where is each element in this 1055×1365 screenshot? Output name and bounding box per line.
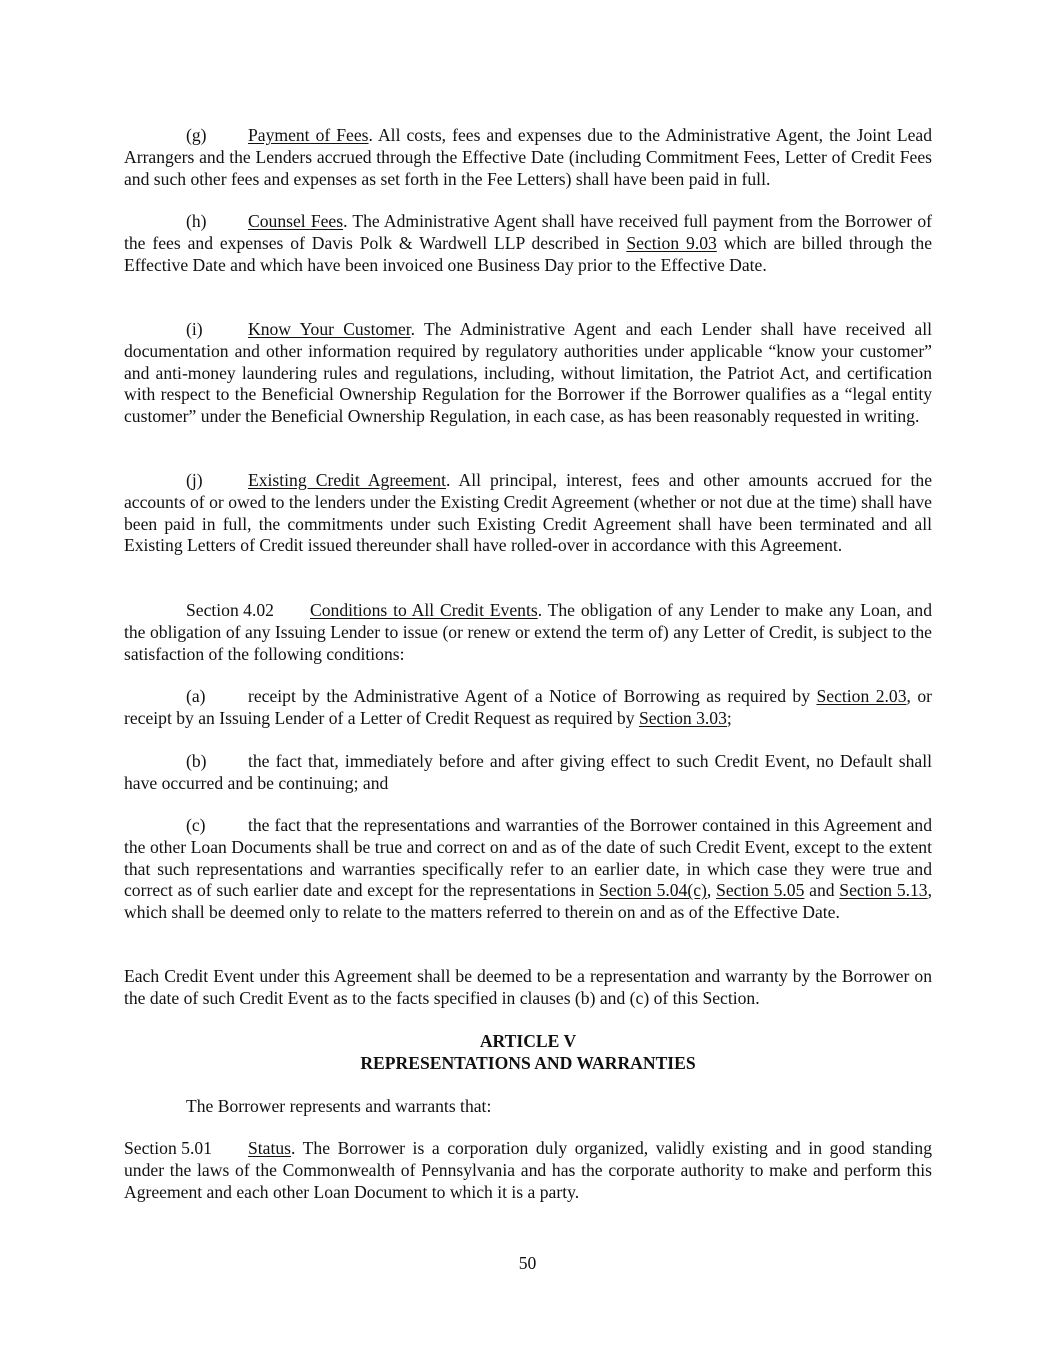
credit-event-paragraph: Each Credit Event under this Agreement shall be deemed to be a representation and warranty by the Borrower on the date of such Credit Event as to the facts specified in clauses (b) and (c) of this Section. <box>124 966 932 1008</box>
clause-a-label: (a) <box>186 686 206 706</box>
article-title: REPRESENTATIONS AND WARRANTIES <box>360 1053 696 1073</box>
clause-a-text-3: ; <box>726 707 732 728</box>
intro-paragraph: The Borrower represents and warrants that: <box>186 1096 492 1116</box>
clause-j-label: (j) <box>186 470 203 490</box>
clause-h-text-1: . The Administrative Agent shall have received full payment from the Borrower of the fees and expenses of Davis Polk & Wardwell LLP described in <box>124 211 932 253</box>
clause-h-text-2: which are billed through the Effective Date and which have been invoiced one Business Day prior to the Effective Date. <box>124 232 932 275</box>
clause-a <box>124 686 932 730</box>
clause-h-section-ref: Section 9.03 <box>626 232 717 253</box>
clause-b-text: the fact that, immediately before and after giving effect to such Credit Event, no Default shall have occurred and be continuing; and <box>124 751 932 793</box>
clause-c <box>124 815 932 924</box>
clause-i-label: (i) <box>186 319 203 339</box>
clause-h <box>124 211 932 276</box>
article-number: ARTICLE V <box>479 1031 577 1051</box>
section-5-01 <box>124 1138 932 1203</box>
page-number: 50 <box>518 1253 537 1273</box>
clause-a-section-ref-1: Section 2.03 <box>816 686 907 706</box>
clause-c-section-ref-3: Section 5.13 <box>839 880 928 901</box>
section-4-02-number: Section 4.02 <box>186 600 274 620</box>
section-4-02-text: . The obligation of any Lender to make any Loan, and the obligation of any Issuing Lender to issue (or renew or extend the term of) any Letter of Credit, is subject to the satisfaction of the following conditions: <box>124 600 933 664</box>
clause-c-section-ref-2: Section 5.05 <box>716 880 805 901</box>
clause-i <box>124 319 932 428</box>
section-4-02 <box>124 600 932 665</box>
section-4-02-title: Conditions to All Credit Events <box>310 600 538 620</box>
clause-a-section-ref-2: Section 3.03 <box>638 707 727 728</box>
section-5-01-title: Status <box>248 1138 292 1158</box>
clause-c-text-2: , <box>706 880 717 901</box>
clause-a-text-1: receipt by the Administrative Agent of a Notice of Borrowing as required by <box>248 686 817 706</box>
clause-c-label: (c) <box>186 815 206 835</box>
clause-g-text: . All costs, fees and expenses due to the Administrative Agent, the Joint Lead Arrangers and the Lenders accrued through the Effective Date (including Commitment Fees, Letter of Credit Fees and such other fees and expenses as set forth in the Fee Letters) shall have been paid in full. <box>124 125 932 189</box>
clause-g-title: Payment of Fees <box>248 125 369 145</box>
clause-j <box>124 470 932 557</box>
clause-j-title: Existing Credit Agreement <box>248 470 446 490</box>
section-5-01-text: . The Borrower is a corporation duly organized, validly existing and in good standing under the laws of the Commonwealth of Pennsylvania and has the corporate authority to make and perform this Agreement and each other Loan Document to which it is a party. <box>124 1138 932 1202</box>
clause-b <box>124 751 932 795</box>
clause-h-label: (h) <box>186 211 207 231</box>
clause-i-text: . The Administrative Agent and each Lender shall have received all documentation and other information required by regulatory authorities under applicable “know your customer” and anti-money laundering rules and regulations, including, without limitation, the Patriot Act, and certification with respect to the Beneficial Ownership Regulation for the Borrower if the Borrower qualifies as a “legal entity customer” under the Beneficial Ownership Regulation, in each case, as has been reasonably requested in writing. <box>124 319 932 427</box>
clause-c-text-1: the fact that the representations and warranties of the Borrower contained in this Agreement and the other Loan Documents shall be true and correct on and as of the date of such Credit Event, except to the extent that such representations and warranties specifically refer to an earlier date, in which case they were true and correct as of such earlier date and except for the representations in <box>124 815 932 901</box>
clause-j-text: . All principal, interest, fees and other amounts accrued for the accounts of or owed to the lenders under the Existing Credit Agreement (whether or not due at the time) shall have been paid in full, the commitments under such Existing Credit Agreement shall have been terminated and all Existing Letters of Credit issued thereunder shall have rolled-over in accordance with this Agreement. <box>124 470 933 556</box>
clause-b-label: (b) <box>186 751 207 771</box>
clause-c-section-ref-1: Section 5.04(c) <box>599 880 707 901</box>
clause-g-label: (g) <box>186 125 207 145</box>
section-5-01-number: Section 5.01 <box>124 1138 212 1158</box>
clause-h-title: Counsel Fees <box>248 211 344 231</box>
clause-g <box>124 125 932 190</box>
clause-c-text-3: and <box>804 880 840 901</box>
clause-c-text-4: , which shall be deemed only to relate to the matters referred to therein on and as of the Effective Date. <box>124 880 933 923</box>
clause-i-title: Know Your Customer <box>248 319 411 339</box>
clause-a-text-2: , or receipt by an Issuing Lender of a Letter of Credit Request as required by <box>124 686 933 728</box>
